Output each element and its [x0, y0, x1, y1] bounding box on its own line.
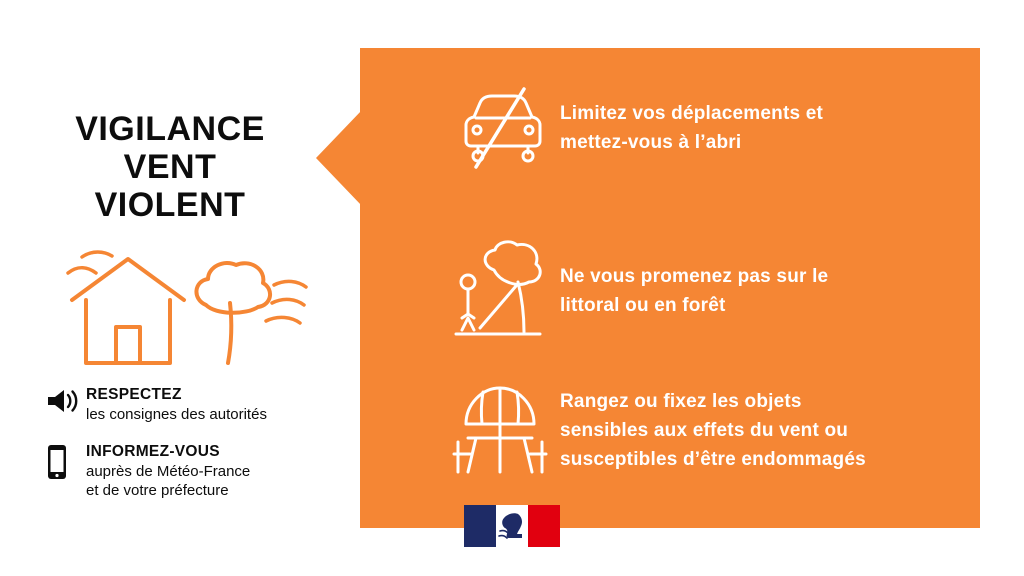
flag-band-white — [496, 505, 528, 547]
flag-band-red — [528, 505, 560, 547]
panel-arrow — [316, 110, 362, 206]
advice-line: sensibles aux effets du vent ou — [560, 419, 849, 441]
advice-line: Limitez vos déplacements et — [560, 103, 824, 124]
title-line-2: VENT — [123, 148, 217, 186]
french-republic-flag-logo — [464, 505, 560, 547]
info-item-respectez — [46, 385, 346, 424]
advice-line: littoral ou en forêt — [560, 295, 726, 316]
advice-item-ne-vous-promenez-pas — [440, 240, 1000, 342]
info-item-text — [86, 442, 250, 500]
no-car-icon — [440, 85, 560, 171]
advice-line: Rangez ou fixez les objets — [560, 390, 802, 412]
info-item-text — [86, 385, 267, 424]
left-column — [0, 0, 360, 576]
parasol-and-table-icon — [440, 380, 560, 480]
info-heading: INFORMEZ-VOUS — [86, 443, 220, 460]
advice-item-limitez-deplacements — [440, 85, 1000, 171]
title-line-3: VIOLENT — [94, 186, 246, 224]
advice-line: Ne vous promenez pas sur le — [560, 266, 829, 287]
info-heading: RESPECTEZ — [86, 386, 182, 403]
info-block — [46, 385, 346, 518]
house-and-tree-in-wind-illustration — [60, 245, 310, 370]
page-title — [0, 110, 340, 224]
flag-band-blue — [464, 505, 496, 547]
info-subtext-line-2: et de votre préfecture — [86, 482, 229, 499]
title-line-1: VIGILANCE — [75, 110, 265, 148]
info-subtext: les consignes des autorités — [86, 406, 267, 423]
advice-line: mettez-vous à l’abri — [560, 132, 742, 153]
marianne-profile-icon — [498, 511, 526, 541]
advice-item-rangez-objets — [440, 380, 1000, 480]
advice-text — [560, 262, 828, 320]
advice-text — [560, 387, 866, 474]
advice-line: susceptibles d’être endommagés — [560, 448, 866, 470]
info-subtext-line-1: auprès de Météo-France — [86, 463, 251, 480]
loudspeaker-icon — [46, 385, 86, 415]
person-under-falling-tree-icon — [440, 240, 560, 342]
mobile-phone-icon — [46, 442, 86, 480]
advice-text — [560, 99, 823, 157]
info-item-informez-vous — [46, 442, 346, 500]
